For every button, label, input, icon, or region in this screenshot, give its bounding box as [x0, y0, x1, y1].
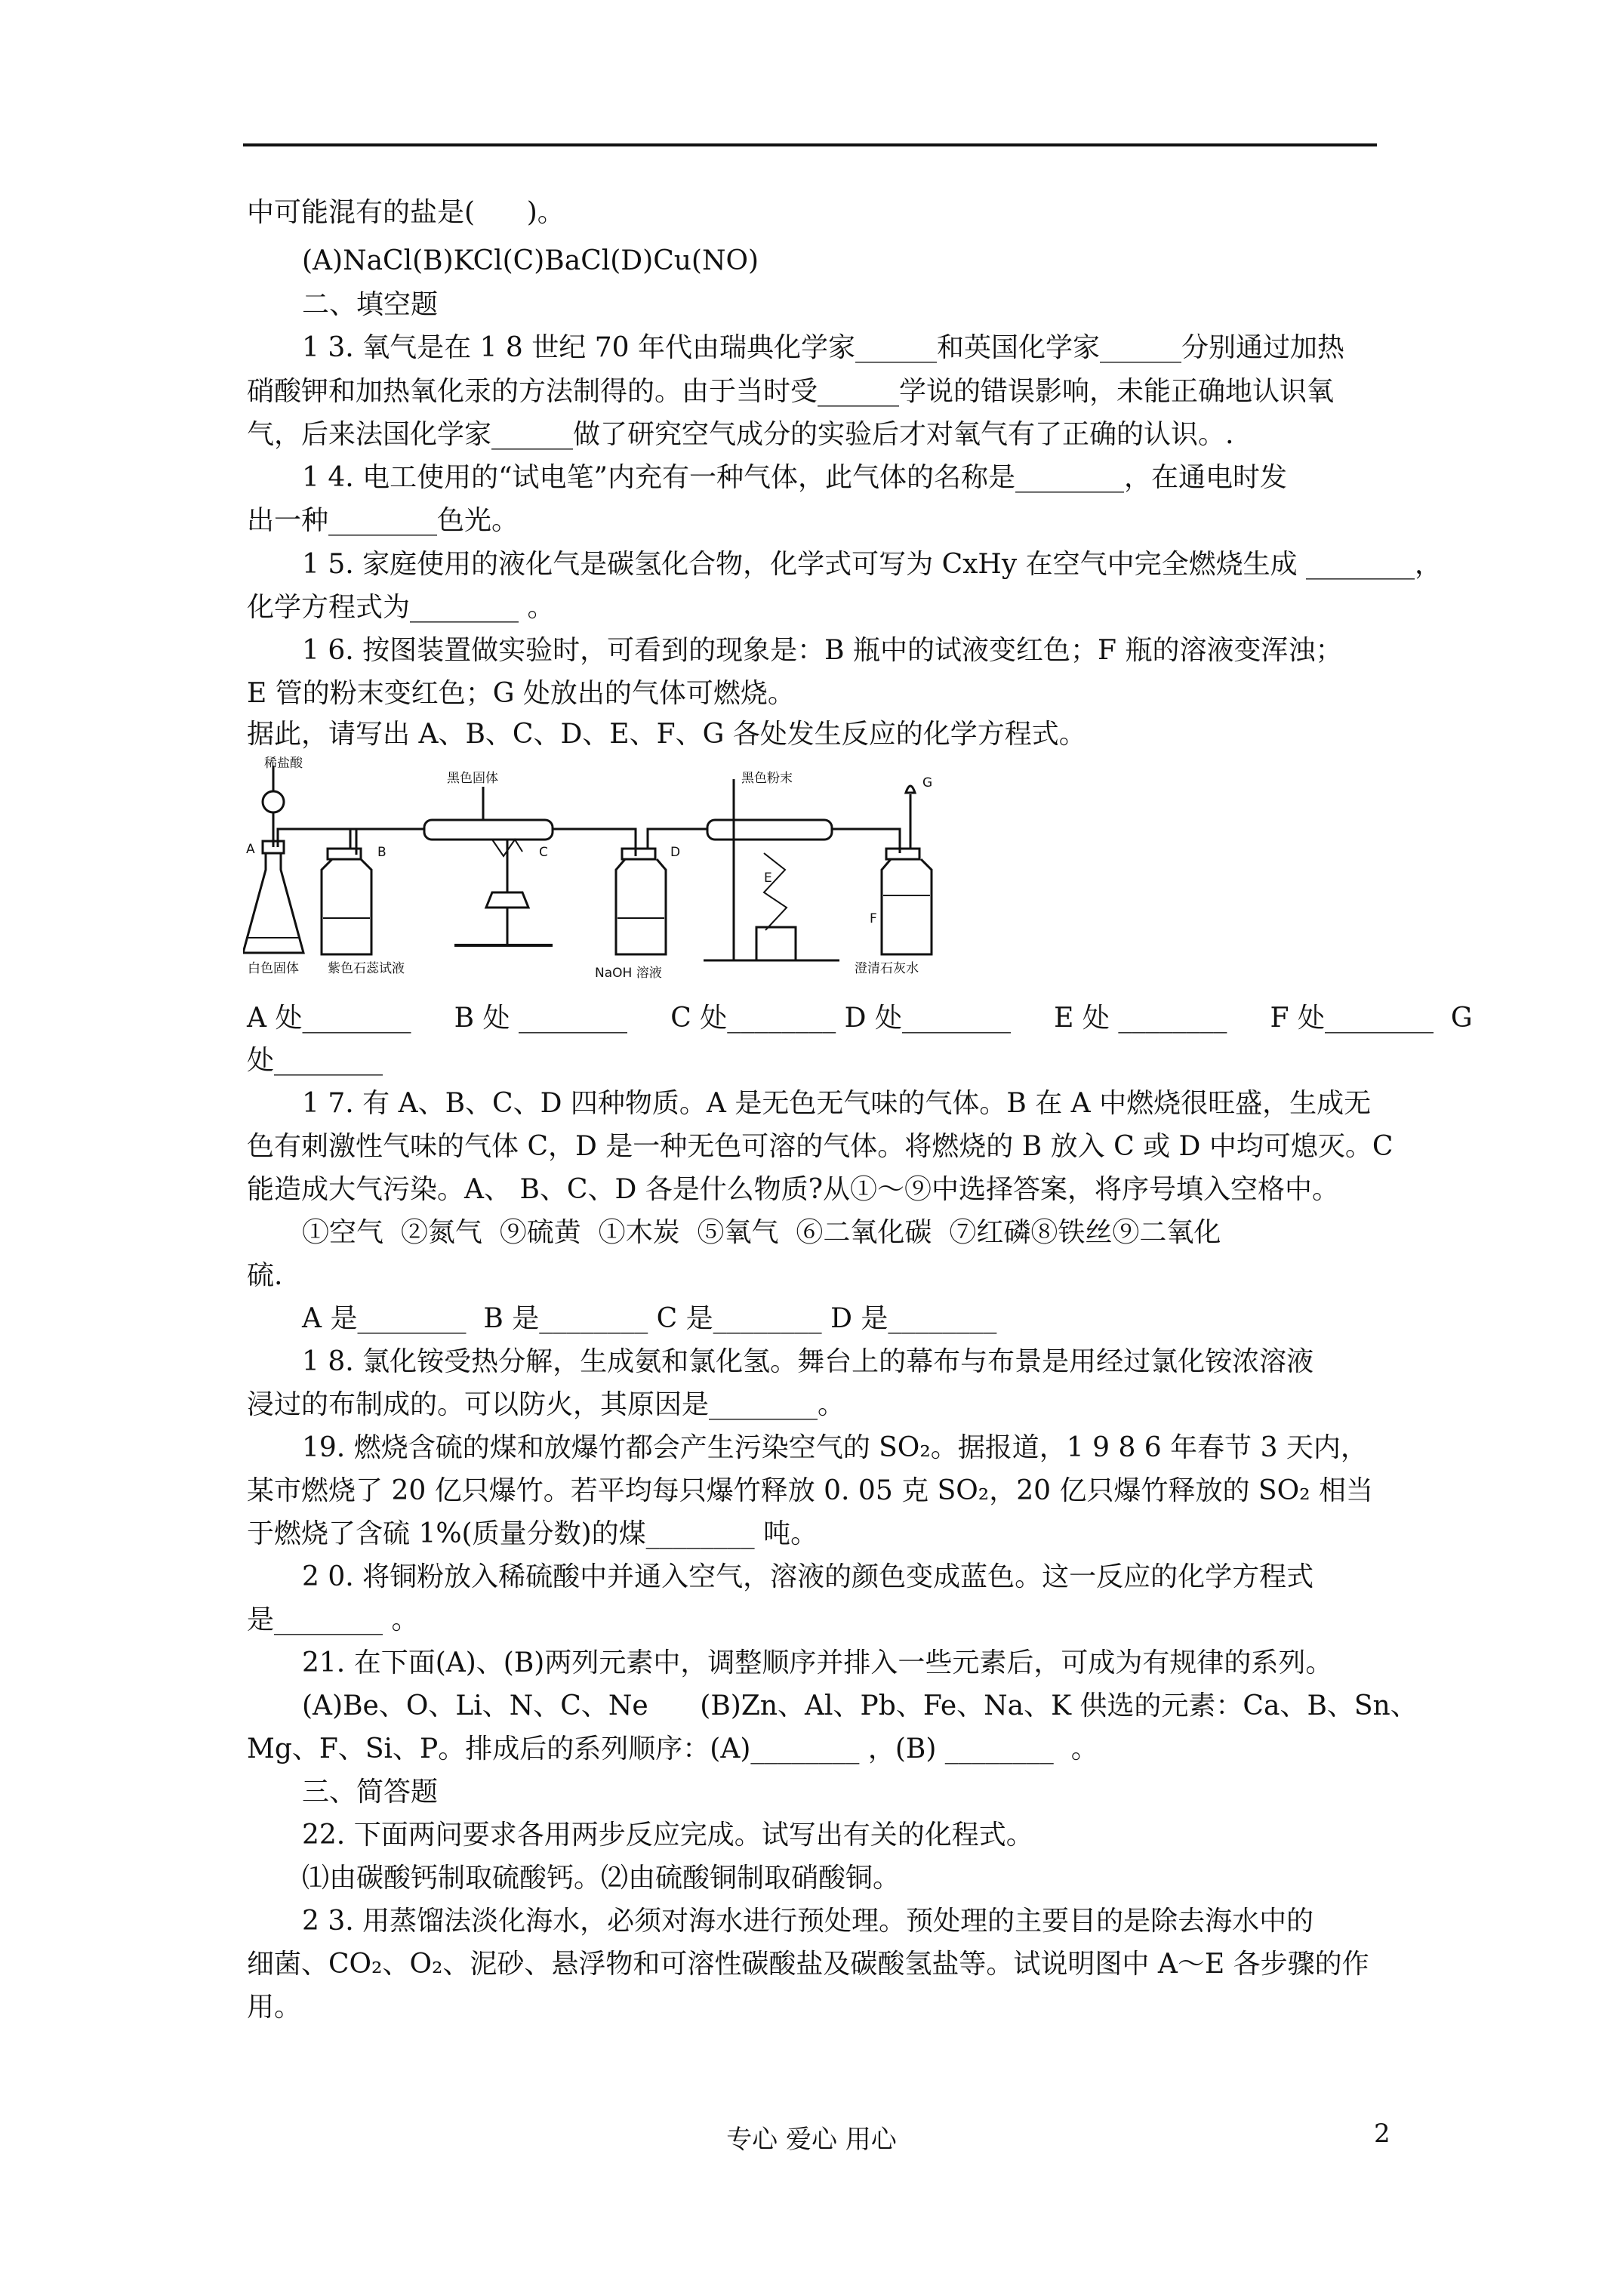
question-15: 1 5. 家庭使用的液化气是碳氢化合物，化学式可写为 CxHy 在空气中完全燃烧生成 ________，	[302, 549, 1443, 580]
label-limewater: 澄清石灰水	[855, 961, 919, 976]
text-line: 浸过的布制成的。可以防火，其原因是________。	[247, 1389, 845, 1420]
label-f: F	[870, 911, 877, 926]
label-litmus: 紫色石蕊试液	[328, 961, 405, 976]
footer-motto: 专心 爱心 用心	[726, 2125, 897, 2155]
text-line: ⑴由碳酸钙制取硫酸钙。⑵由硫酸铜制取硝酸铜。	[302, 1863, 901, 1894]
question-22: 22. 下面两问要求各用两步反应完成。试写出有关的化程式。	[302, 1820, 1033, 1851]
text-line: E 管的粉末变红色；G 处放出的气体可燃烧。	[247, 678, 795, 709]
answer-line: A 处________ B 处 ________ C 处________ D 处________ E 处 ________ F 处________ G	[247, 1003, 1473, 1034]
page-number: 2	[1374, 2119, 1390, 2149]
label-white-solid: 白色固体	[248, 961, 299, 976]
label-e: E	[764, 871, 772, 886]
text-line: 用。	[247, 1992, 302, 2023]
label-black-powder: 黑色粉末	[741, 771, 793, 786]
text-line: 色有刺激性气味的气体 C，D 是一种无色可溶的气体。将燃烧的 B 放入 C 或 D 中均可熄灭。C	[247, 1131, 1394, 1162]
label-a: A	[246, 842, 255, 857]
text-line: (A)NaCl(B)KCl(C)BaCl(D)Cu(NO)	[302, 245, 759, 276]
options-line: ①空气 ②氮气 ⑨硫黄 ①木炭 ⑤氧气 ⑥二氧化碳 ⑦红磷⑧铁丝⑨二氧化	[302, 1217, 1221, 1248]
label-d: D	[670, 845, 681, 860]
text-line: 细菌、CO₂、O₂、泥砂、悬浮物和可溶性碳酸盐及碳酸氢盐等。试说明图中 A～E 各步骤的作	[247, 1949, 1369, 1980]
label-dilute-hcl: 稀盐酸	[264, 757, 303, 771]
label-naoh: NaOH 溶液	[595, 966, 662, 981]
question-13: 1 3. 氧气是在 1 8 世纪 70 年代由瑞典化学家______和英国化学家______分别通过加热	[302, 332, 1344, 363]
text-line: 处________	[247, 1045, 383, 1076]
header-rule	[243, 143, 1377, 146]
question-19: 19. 燃烧含硫的煤和放爆竹都会产生污染空气的 SO₂。据报道，1 9 8 6 年春节 3 天内，	[302, 1432, 1368, 1463]
text-line: 化学方程式为________ 。	[247, 592, 555, 623]
question-16: 1 6. 按图装置做实验时，可看到的现象是：B 瓶中的试液变红色；F 瓶的溶液变浑浊；	[302, 635, 1343, 666]
text-line: (A)Be、O、Li、N、C、Ne (B)Zn、Al、Pb、Fe、Na、K 供选的元素：Ca、B、Sn、	[302, 1690, 1418, 1721]
label-black-solid: 黑色固体	[447, 771, 498, 786]
text-line: 中可能混有的盐是( )。	[247, 197, 565, 228]
text-line: 据此，请写出 A、B、C、D、E、F、G 各处发生反应的化学方程式。	[247, 719, 1086, 750]
text-line: 出一种________色光。	[247, 505, 519, 536]
label-c: C	[539, 845, 548, 860]
text-line: 硝酸钾和加热氧化汞的方法制得的。由于当时受______学说的错误影响，未能正确地认识氧	[247, 376, 1335, 407]
text-line: 能造成大气污染。A、 B、C、D 各是什么物质?从①～⑨中选择答案，将序号填入空格中。	[247, 1174, 1340, 1205]
text-line: 于燃烧了含硫 1%(质量分数)的煤________ 吨。	[247, 1518, 818, 1549]
question-21: 21. 在下面(A)、(B)两列元素中，调整顺序并排入一些元素后，可成为有规律的系列。	[302, 1647, 1333, 1678]
text-line: 某市燃烧了 20 亿只爆竹。若平均每只爆竹释放 0. 05 克 SO₂，20 亿只爆竹释放的 SO₂ 相当	[247, 1475, 1373, 1506]
label-g: G	[922, 775, 933, 791]
question-20: 2 0. 将铜粉放入稀硫酸中并通入空气，溶液的颜色变成蓝色。这一反应的化学方程式	[302, 1561, 1314, 1592]
text-line: 硫.	[247, 1260, 283, 1291]
question-23: 2 3. 用蒸馏法淡化海水，必须对海水进行预处理。预处理的主要目的是除去海水中的	[302, 1906, 1314, 1937]
question-14: 1 4. 电工使用的“试电笔”内充有一种气体，此气体的名称是________，在通电时发	[302, 462, 1287, 493]
question-18: 1 8. 氯化铵受热分解，生成氨和氯化氢。舞台上的幕布与布景是用经过氯化铵浓溶液	[302, 1346, 1314, 1377]
label-b: B	[377, 845, 387, 860]
section-heading: 二、填空题	[302, 289, 439, 320]
section-heading: 三、简答题	[302, 1777, 439, 1808]
text-line: 气，后来法国化学家______做了研究空气成分的实验后才对氧气有了正确的认识。.	[247, 419, 1234, 450]
answer-line: A 是________ B 是________ C 是________ D 是________	[302, 1303, 997, 1334]
apparatus-figure	[243, 757, 983, 983]
text-line: Mg、F、Si、P。排成后的系列顺序：(A)________ ，(B) ________ 。	[247, 1734, 1098, 1764]
text-line: 是________ 。	[247, 1604, 419, 1635]
question-17: 1 7. 有 A、B、C、D 四种物质。A 是无色无气味的气体。B 在 A 中燃烧很旺盛，生成无	[302, 1088, 1372, 1119]
